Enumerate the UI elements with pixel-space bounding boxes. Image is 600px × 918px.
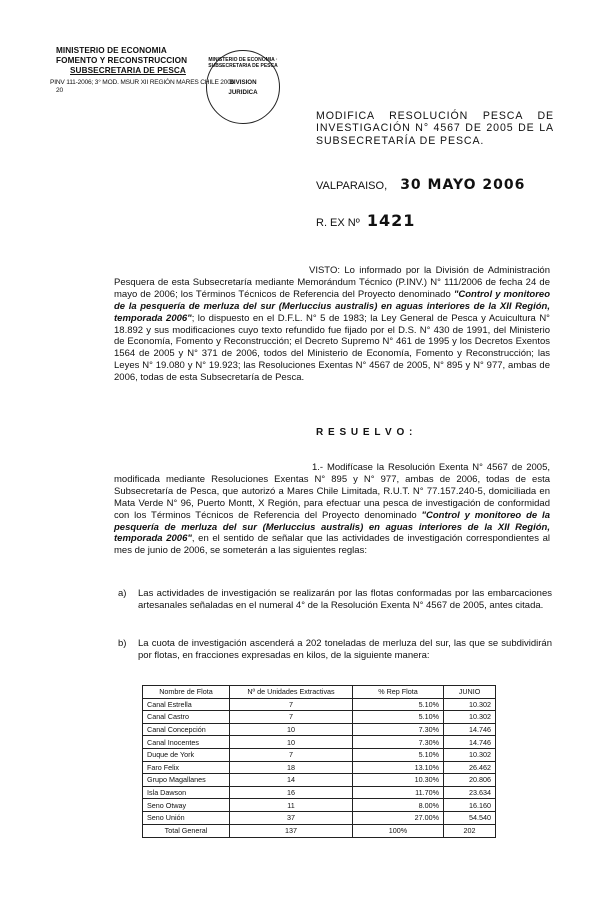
cell-june: 23.634 <box>444 786 496 799</box>
col-header-june: JUNIO <box>444 686 496 699</box>
document-title: MODIFICA RESOLUCIÓN PESCA DE INVESTIGACIÓN N° 4567 DE 2005 DE LA SUBSECRETARÍA DE PESCA. <box>316 110 554 147</box>
cell-percent: 5.10% <box>353 698 444 711</box>
table-row <box>143 736 496 749</box>
stamp-center-line-2: JURIDICA <box>228 89 258 96</box>
visto-segment: ; lo dispuesto en el D.F.L. N° 5 de 1983; la Ley General de Pesca y Acuicultura N° 18.892 y sus modificaciones cuyo texto refundido fue fijado por el D.S. N° 430 de 1991, del Ministerio de Economía, Fomento y Reconstrucción; el Decreto Supremo N° 461 de 1995 y los Decretos Exentos 1564 de 2005 y N° 371 de 2006, todos del Ministerio de Economía, Fomento y Reconstrucción; las Leyes N° 19.080 y N° 19.923; las Resoluciones Exentas N° 4567 de 2005, N° 895 y N° 977, ambas de 2006, todas de esta Subsecretaría de Pesca. <box>114 312 550 384</box>
cell-percent: 27.00% <box>353 811 444 824</box>
ministry-line-1: MINISTERIO DE ECONOMIA <box>56 46 167 55</box>
cell-units: 16 <box>230 786 353 799</box>
table-row <box>143 748 496 761</box>
cell-fleet: Canal Concepción <box>143 723 230 736</box>
resolution-label: R. EX Nº <box>316 217 360 229</box>
cell-percent: 5.10% <box>353 711 444 724</box>
cell-fleet: Canal Estrella <box>143 698 230 711</box>
resuelvo-heading: R E S U E L V O : <box>316 427 414 438</box>
cell-total-june: 202 <box>444 824 496 837</box>
cell-june: 10.302 <box>444 748 496 761</box>
visto-project-name: "Control y monitoreo de la pesquería de merluza del sur (Merluccius australis) en aguas interiores de la XII Región, temporada 2006" <box>114 288 551 324</box>
cell-percent: 7.30% <box>353 736 444 749</box>
cell-fleet: Seno Unión <box>143 811 230 824</box>
quota-table <box>142 685 496 838</box>
city: VALPARAISO, <box>316 180 388 192</box>
col-header-units: Nº de Unidades Extractivas <box>230 686 353 699</box>
cell-june: 54.540 <box>444 811 496 824</box>
table-row <box>143 723 496 736</box>
cell-june: 16.160 <box>444 799 496 812</box>
cell-percent: 11.70% <box>353 786 444 799</box>
resolution-number-line <box>316 211 415 230</box>
cell-total-units: 137 <box>230 824 353 837</box>
letterhead <box>56 46 187 76</box>
cell-june: 14.746 <box>444 723 496 736</box>
cell-june: 14.746 <box>444 736 496 749</box>
table-row <box>143 761 496 774</box>
cell-units: 10 <box>230 736 353 749</box>
cell-percent: 7.30% <box>353 723 444 736</box>
cell-percent: 10.30% <box>353 774 444 787</box>
table-header-row <box>143 686 496 699</box>
cell-june: 10.302 <box>444 711 496 724</box>
item-a-text: Las actividades de investigación se realizarán por las flotas conformadas por las embarcaciones artesanales señaladas en el numeral 4° de la Resolución Exenta N° 4567 de 2005, antes citada. <box>138 588 552 611</box>
cell-june: 26.462 <box>444 761 496 774</box>
visto-lead: VISTO: <box>309 265 340 276</box>
cell-units: 18 <box>230 761 353 774</box>
ministry-line-2: FOMENTO Y RECONSTRUCCION <box>56 56 188 65</box>
cell-units: 14 <box>230 774 353 787</box>
subsecretaria-line: SUBSECRETARIA DE PESCA <box>70 66 186 75</box>
cell-percent: 8.00% <box>353 799 444 812</box>
table-row <box>143 799 496 812</box>
cell-units: 37 <box>230 811 353 824</box>
cell-units: 11 <box>230 799 353 812</box>
table-row <box>143 786 496 799</box>
visto-paragraph <box>114 265 550 384</box>
cell-june: 20.806 <box>444 774 496 787</box>
cell-fleet: Canal Inocentes <box>143 736 230 749</box>
col-header-percent: % Rep Flota <box>353 686 444 699</box>
item-b-text: La cuota de investigación ascenderá a 202 toneladas de merluza del sur, las que se subdividirán por flotas, en fracciones expresadas en kilos, de la siguiente manera: <box>138 638 552 661</box>
cell-percent: 5.10% <box>353 748 444 761</box>
cell-fleet: Grupo Magallanes <box>143 774 230 787</box>
cell-units: 7 <box>230 711 353 724</box>
cell-fleet: Canal Castro <box>143 711 230 724</box>
cell-units: 7 <box>230 748 353 761</box>
cell-fleet: Faro Felix <box>143 761 230 774</box>
article-segment: , en el sentido de señalar que las actividades de investigación correspondientes al mes de junio de 2006, se someterán a las siguientes reglas: <box>114 533 550 557</box>
article-segment: 1.- Modifícase la Resolución Exenta N° 4567 de 2005, modificada mediante Resoluciones Exentas N° 895 y N° 977, ambas de 2006, todas de esta Subsecretaría de Pesca, que autorizó a Mares Chile Limitada, R.U.T. N° 77.157.240-5, domiciliada en Mata Verde N° 96, Puerto Montt, X Región, para efectuar una pesca de investigación de conformidad con los Términos Técnicos de Referencia del Proyecto denominado <box>114 462 550 521</box>
article-project-name: "Control y monitoreo de la pesquería de merluza del sur (Merluccius australis) en aguas interiores de la XII Región, temporada 2006" <box>114 509 550 545</box>
col-header-fleet: Nombre de Flota <box>143 686 230 699</box>
table-total-row <box>143 824 496 837</box>
article-1-paragraph <box>114 462 550 557</box>
cell-fleet: Duque de York <box>143 748 230 761</box>
division-juridica-stamp <box>206 50 280 124</box>
table-row <box>143 774 496 787</box>
reference-mark: 20 <box>56 87 63 94</box>
cell-units: 10 <box>230 723 353 736</box>
resolution-number: 1421 <box>366 211 416 230</box>
cell-percent: 13.10% <box>353 761 444 774</box>
visto-segment: Lo informado por la División de Administración Pesquera de esta Subsecretaría mediante Memorándum Técnico (P.INV.) N° 111/2006 de fecha 24 de mayo de 2006; los Términos Técnicos de Referencia del Proyecto denominado <box>114 265 550 300</box>
cell-fleet: Isla Dawson <box>143 786 230 799</box>
table-row <box>143 698 496 711</box>
stamp-center-line-1: DIVISION <box>229 79 257 86</box>
cell-total-percent: 100% <box>353 824 444 837</box>
stamp-ring-text: MINISTERIO DE ECONOMIA · SUBSECRETARIA DE PESCA <box>208 57 278 69</box>
cell-units: 7 <box>230 698 353 711</box>
item-b-label: b) <box>118 638 127 649</box>
table-row <box>143 811 496 824</box>
document-reference: PINV 111-2006; 3° MOD. MSUR XII REGIÓN MARES CHILE 2006 <box>50 79 235 86</box>
cell-june: 10.302 <box>444 698 496 711</box>
cell-fleet: Seno Otway <box>143 799 230 812</box>
item-a-label: a) <box>118 588 127 599</box>
place-line <box>316 177 525 193</box>
table-row <box>143 711 496 724</box>
cell-total-label: Total General <box>143 824 230 837</box>
handwritten-date: 30 MAYO 2006 <box>400 177 526 193</box>
